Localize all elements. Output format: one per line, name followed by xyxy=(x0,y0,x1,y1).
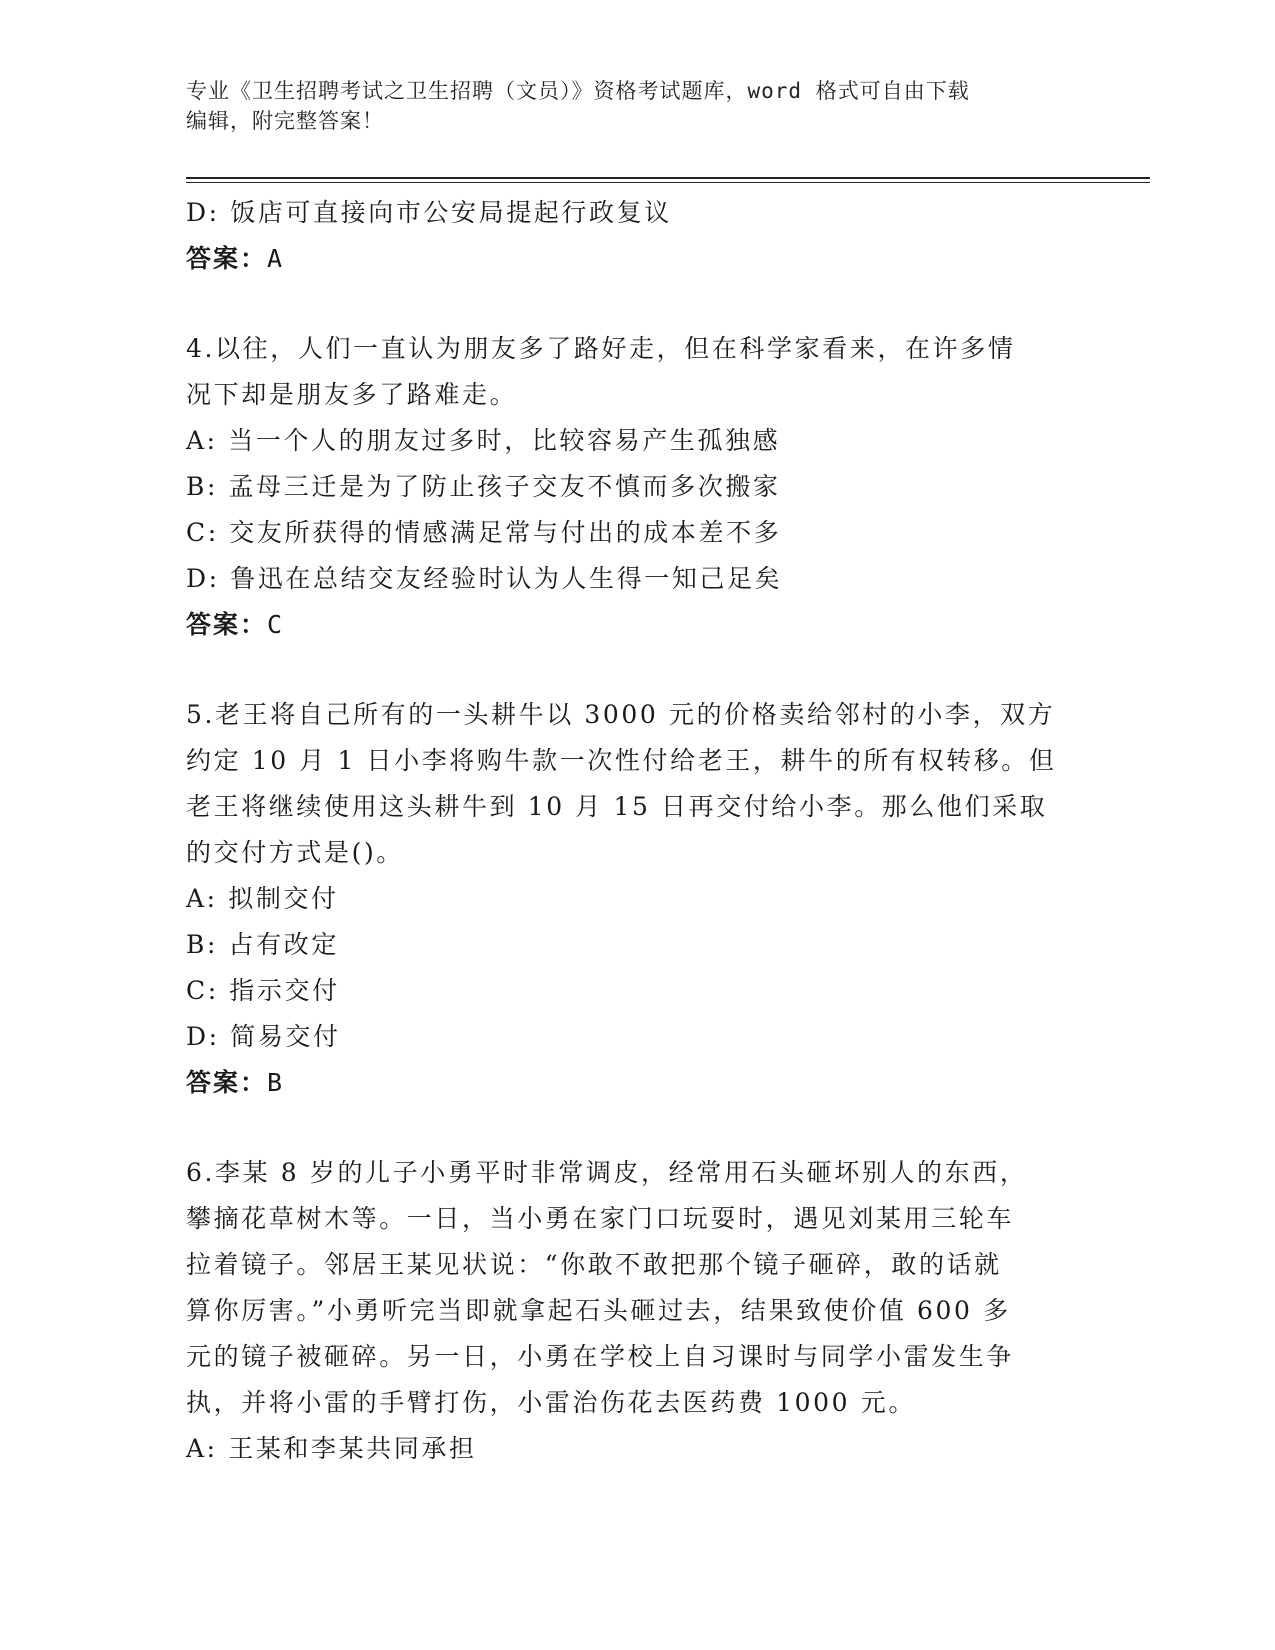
answer-label: 答案： xyxy=(186,244,268,273)
header-divider-thin xyxy=(186,182,1150,183)
spacer xyxy=(186,648,1086,692)
answer-label: 答案： xyxy=(186,1068,268,1097)
question-stem-line: 老王将继续使用这头耕牛到 10 月 15 日再交付给小李。那么他们采取 xyxy=(186,792,1048,821)
question-stem-line: 6.李某 8 岁的儿子小勇平时非常调皮，经常用石头砸坏别人的东西， xyxy=(186,1158,1028,1187)
option-d: D: 鲁迅在总结交友经验时认为人生得一知己足矣 xyxy=(186,564,783,593)
answer-line xyxy=(186,236,1086,282)
answer-value: A xyxy=(267,244,285,273)
option-b: B: 占有改定 xyxy=(186,930,339,959)
answer-value: B xyxy=(267,1068,285,1097)
question-stem-line: 元的镜子被砸碎。另一日，小勇在学校上自习课时与同学小雷发生争 xyxy=(186,1342,1015,1371)
question-4 xyxy=(186,326,1086,648)
document-header xyxy=(186,76,1066,136)
question-3-tail xyxy=(186,190,1086,282)
answer-value: C xyxy=(267,610,285,639)
option-d: D: 饭店可直接向市公安局提起行政复议 xyxy=(186,198,672,227)
question-stem-line: 拉着镜子。邻居王某见状说：“你敢不敢把那个镜子砸碎，敢的话就 xyxy=(186,1250,1002,1279)
question-stem-line: 5.老王将自己所有的一头耕牛以 3000 元的价格卖给邻村的小李，双方 xyxy=(186,700,1056,729)
question-stem-line: 攀摘花草树木等。一日，当小勇在家门口玩耍时，遇见刘某用三轮车 xyxy=(186,1204,1015,1233)
question-stem-line: 况下却是朋友多了路难走。 xyxy=(186,380,518,409)
option-a: A: 拟制交付 xyxy=(186,884,339,913)
option-c: C: 指示交付 xyxy=(186,976,340,1005)
question-stem-line: 算你厉害。”小勇听完当即就拿起石头砸过去，结果致使价值 600 多 xyxy=(186,1296,1011,1325)
header-line-2: 编辑，附完整答案！ xyxy=(186,109,384,133)
option-c: C: 交友所获得的情感满足常与付出的成本差不多 xyxy=(186,518,782,547)
answer-line xyxy=(186,1060,1086,1106)
spacer xyxy=(186,1106,1086,1150)
question-content xyxy=(186,190,1086,1472)
question-stem-line: 约定 10 月 1 日小李将购牛款一次性付给老王，耕牛的所有权转移。但 xyxy=(186,746,1057,775)
option-d: D: 简易交付 xyxy=(186,1022,341,1051)
option-b: B: 孟母三迁是为了防止孩子交友不慎而多次搬家 xyxy=(186,472,781,501)
answer-label: 答案： xyxy=(186,610,268,639)
header-divider-thick xyxy=(186,177,1150,179)
question-stem-line: 执，并将小雷的手臂打伤，小雷治伤花去医药费 1000 元。 xyxy=(186,1388,916,1417)
answer-line xyxy=(186,602,1086,648)
option-a: A: 当一个人的朋友过多时，比较容易产生孤独感 xyxy=(186,426,781,455)
question-stem-line: 4.以往，人们一直认为朋友多了路好走，但在科学家看来，在许多情 xyxy=(186,334,1016,363)
option-a: A: 王某和李某共同承担 xyxy=(186,1434,477,1463)
spacer xyxy=(186,282,1086,326)
question-5 xyxy=(186,692,1086,1106)
header-line-1: 专业《卫生招聘考试之卫生招聘（文员）》资格考试题库，word 格式可自由下载 xyxy=(186,79,970,103)
question-6 xyxy=(186,1150,1086,1472)
question-stem-line: 的交付方式是()。 xyxy=(186,838,404,867)
